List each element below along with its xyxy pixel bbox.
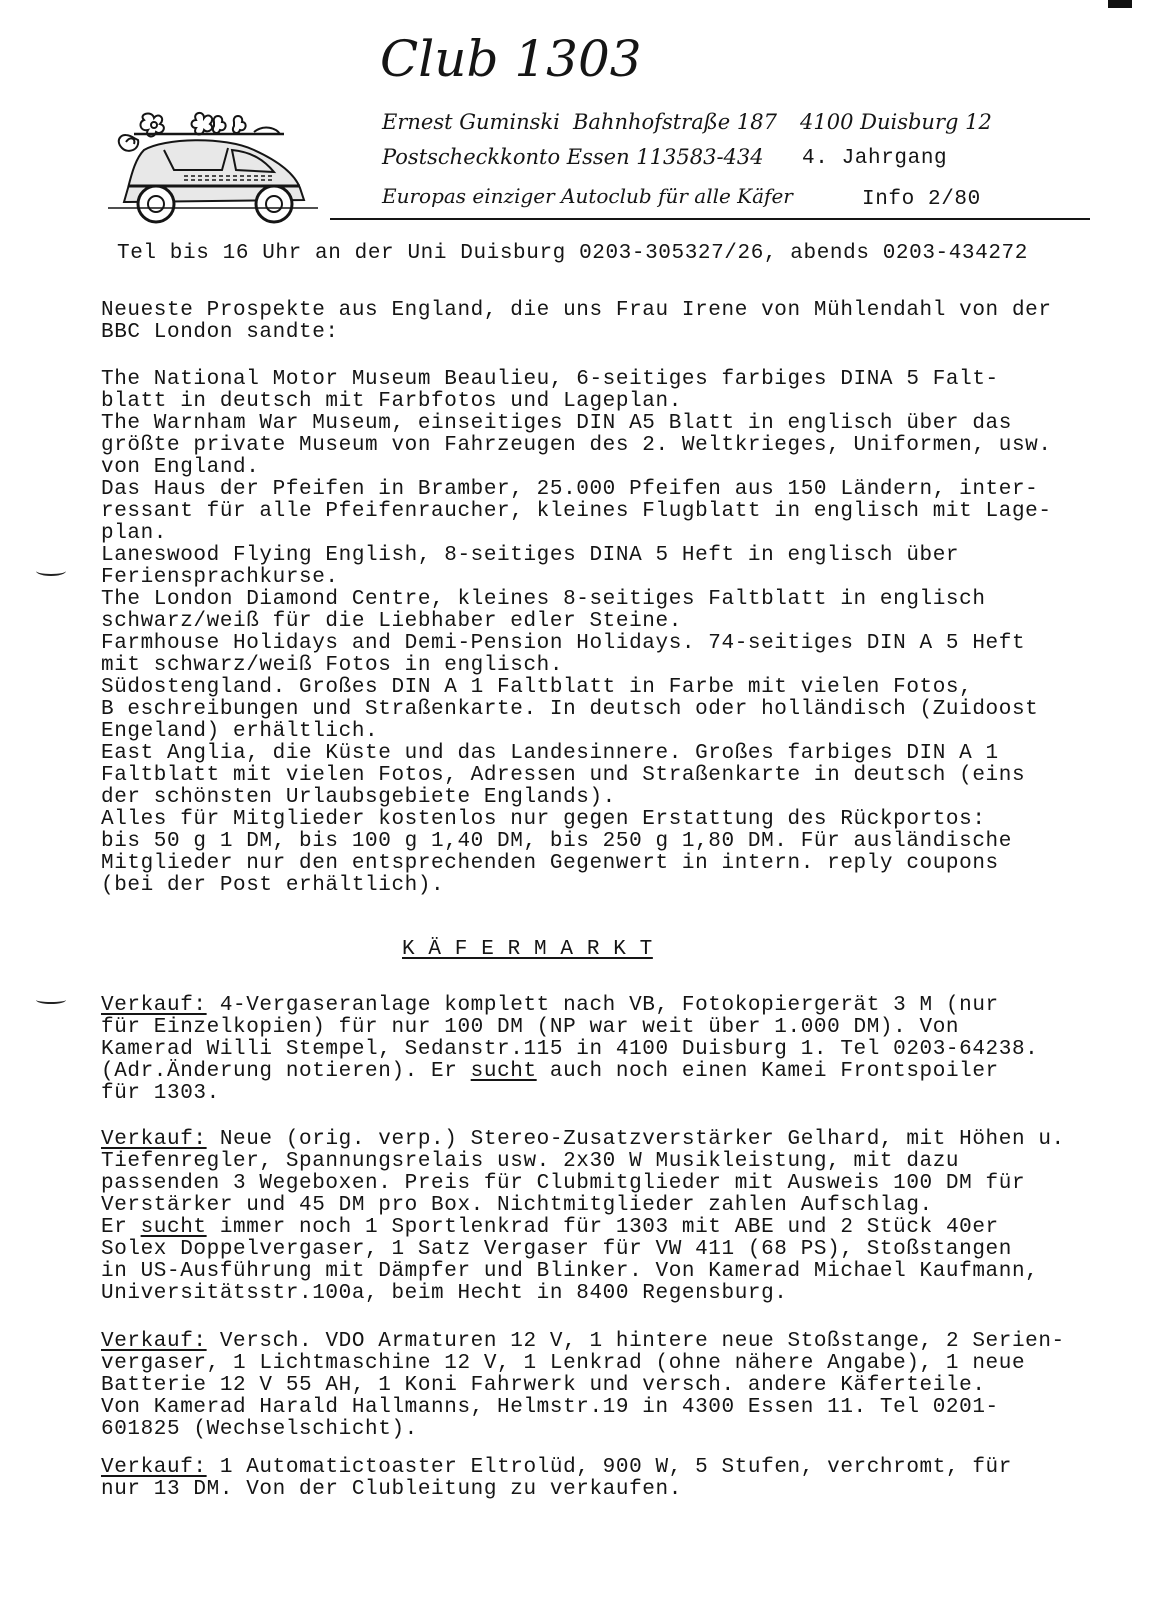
text-line: Verstärker und 45 DM pro Box. Nichtmitglieder zahlen Aufschlag. xyxy=(101,1194,933,1217)
text-line xyxy=(101,1128,1065,1151)
text-line xyxy=(101,1330,1065,1353)
account-number: Postscheckkonto Essen 113583-434 xyxy=(382,145,764,169)
ad-toaster xyxy=(101,1456,1141,1502)
text-line: plan. xyxy=(101,522,168,545)
text-line: für Einzelkopien) für nur 100 DM (NP war weit über 1.000 DM). Von xyxy=(101,1016,960,1039)
text-line: East Anglia, die Küste und das Landesinnere. Großes farbiges DIN A 1 xyxy=(101,742,999,765)
text-line: passenden 3 Wegeboxen. Preis für Clubmitglieder mit Ausweis 100 DM für xyxy=(101,1172,1026,1195)
text-line: Tiefenregler, Spannungsrelais usw. 2x30 W Musikleistung, mit dazu xyxy=(101,1150,960,1173)
text-line: blatt in deutsch mit Farbfotos und Lageplan. xyxy=(101,390,682,413)
text-line: nur 13 DM. Von der Clubleitung zu verkaufen. xyxy=(101,1478,682,1501)
text-line: B eschreibungen und Straßenkarte. In deutsch oder holländisch (Zuidoost xyxy=(101,698,1039,721)
sale-label: Verkauf: xyxy=(101,1456,207,1479)
info-number: Info 2/80 xyxy=(862,188,981,211)
text-line xyxy=(101,994,999,1017)
text-span: 4-Vergaseranlage komplett nach VB, Fotokopiergerät 3 M (nur xyxy=(206,994,999,1017)
text-line: 601825 (Wechselschicht). xyxy=(101,1418,418,1441)
text-line: Universitätsstr.100a, beim Hecht in 8400 Regensburg. xyxy=(101,1282,788,1305)
sale-label: Verkauf: xyxy=(101,1128,207,1151)
year-label: 4. Jahrgang xyxy=(802,147,948,170)
text-line: von England. xyxy=(101,456,260,479)
ad-willi-stempel xyxy=(101,994,1141,1106)
text-line: bis 50 g 1 DM, bis 100 g 1,40 DM, bis 250 g 1,80 DM. Für ausländische xyxy=(101,830,1012,853)
text-line: größte private Museum von Fahrzeugen des 2. Weltkrieges, Uniformen, usw. xyxy=(101,434,1052,457)
text-line: ressant für alle Pfeifenraucher, kleines Flugblatt in englisch mit Lage- xyxy=(101,500,1052,523)
text-line xyxy=(101,1060,999,1083)
text-line: mit schwarz/weiß Fotos in englisch. xyxy=(101,654,564,677)
text-span: auch noch einen Kamei Frontspoiler xyxy=(536,1060,999,1083)
address-name: Ernest Guminski xyxy=(382,110,560,134)
text-line: Feriensprachkurse. xyxy=(101,566,339,589)
text-line: Von Kamerad Harald Hallmanns, Helmstr.19 in 4300 Essen 11. Tel 0201- xyxy=(101,1396,999,1419)
text-span: (Adr.Änderung notieren). Er xyxy=(101,1060,471,1083)
text-line: Das Haus der Pfeifen in Bramber, 25.000 Pfeifen aus 150 Ländern, inter- xyxy=(101,478,1039,501)
text-line: Südostengland. Großes DIN A 1 Faltblatt in Farbe mit vielen Fotos, xyxy=(101,676,973,699)
text-line: in US-Ausführung mit Dämpfer und Blinker. Von Kamerad Michael Kaufmann, xyxy=(101,1260,1039,1283)
margin-mark xyxy=(36,566,66,576)
club-slogan: Europas einziger Autoclub für alle Käfer xyxy=(382,184,793,208)
text-span: Er xyxy=(101,1216,141,1239)
text-line: The London Diamond Centre, kleines 8-seitiges Faltblatt in englisch xyxy=(101,588,986,611)
text-span: Neue (orig. verp.) Stereo-Zusatzverstärker Gelhard, mit Höhen u. xyxy=(206,1128,1065,1151)
margin-mark xyxy=(36,996,66,1004)
text-line: Batterie 12 V 55 AH, 1 Koni Fahrwerk und versch. andere Käferteile. xyxy=(101,1374,986,1397)
text-line: Solex Doppelvergaser, 1 Satz Vergaser für VW 411 (68 PS), Stoßstangen xyxy=(101,1238,1012,1261)
text-line: BBC London sandte: xyxy=(101,321,339,344)
sale-label: Verkauf: xyxy=(101,994,207,1017)
text-line: für 1303. xyxy=(101,1082,220,1105)
text-span: Versch. VDO Armaturen 12 V, 1 hintere neue Stoßstange, 2 Serien- xyxy=(206,1330,1065,1353)
text-line: Neueste Prospekte aus England, die uns Frau Irene von Mühlendahl von der xyxy=(101,299,1052,322)
text-line: der schönsten Urlaubsgebiete Englands). xyxy=(101,786,616,809)
text-line: Farmhouse Holidays and Demi-Pension Holidays. 74-seitiges DIN A 5 Heft xyxy=(101,632,1026,655)
text-line: (bei der Post erhältlich). xyxy=(101,874,445,897)
market-heading: K Ä F E R M A R K T xyxy=(402,938,653,961)
header-rule xyxy=(330,218,1090,220)
text-span: 1 Automatictoaster Eltrolüd, 900 W, 5 Stufen, verchromt, für xyxy=(206,1456,1012,1479)
text-line: Mitglieder nur den entsprechenden Gegenwert in intern. reply coupons xyxy=(101,852,999,875)
address-street: Bahnhofstraße 187 xyxy=(573,110,777,134)
phone-line: Tel bis 16 Uhr an der Uni Duisburg 0203-305327/26, abends 0203-434272 xyxy=(117,242,1028,265)
club-name: Club 1303 xyxy=(380,30,642,88)
text-line: Faltblatt mit vielen Fotos, Adressen und Straßenkarte in deutsch (eins xyxy=(101,764,1026,787)
sale-label: Verkauf: xyxy=(101,1330,207,1353)
text-line xyxy=(101,1216,999,1239)
ad-michael-kaufmann xyxy=(101,1128,1141,1308)
intro-block xyxy=(101,300,1141,348)
text-line: vergaser, 1 Lichtmaschine 12 V, 1 Lenkrad (ohne nähere Angabe), 1 neue xyxy=(101,1352,1026,1375)
text-line: Engeland) erhältlich. xyxy=(101,720,379,743)
address-city: 4100 Duisburg 12 xyxy=(800,110,992,134)
text-line: Laneswood Flying English, 8-seitiges DINA 5 Heft in englisch über xyxy=(101,544,960,567)
text-line: Kamerad Willi Stempel, Sedanstr.115 in 4100 Duisburg 1. Tel 0203-64238. xyxy=(101,1038,1039,1061)
corner-mark xyxy=(1108,0,1132,8)
wanted-label: sucht xyxy=(470,1060,537,1083)
ad-harald-hallmanns xyxy=(101,1330,1141,1442)
brochure-list xyxy=(101,368,1141,908)
text-line xyxy=(101,1456,1012,1479)
wanted-label: sucht xyxy=(140,1216,207,1239)
text-line: The Warnham War Museum, einseitiges DIN A5 Blatt in englisch über das xyxy=(101,412,1012,435)
text-line: schwarz/weiß für die Liebhaber edler Steine. xyxy=(101,610,682,633)
text-span: immer noch 1 Sportlenkrad für 1303 mit ABE und 2 Stück 40er xyxy=(206,1216,999,1239)
text-line: The National Motor Museum Beaulieu, 6-seitiges farbiges DINA 5 Falt- xyxy=(101,368,999,391)
beetle-car-logo xyxy=(104,110,344,230)
text-line: Alles für Mitglieder kostenlos nur gegen Erstattung des Rückportos: xyxy=(101,808,986,831)
